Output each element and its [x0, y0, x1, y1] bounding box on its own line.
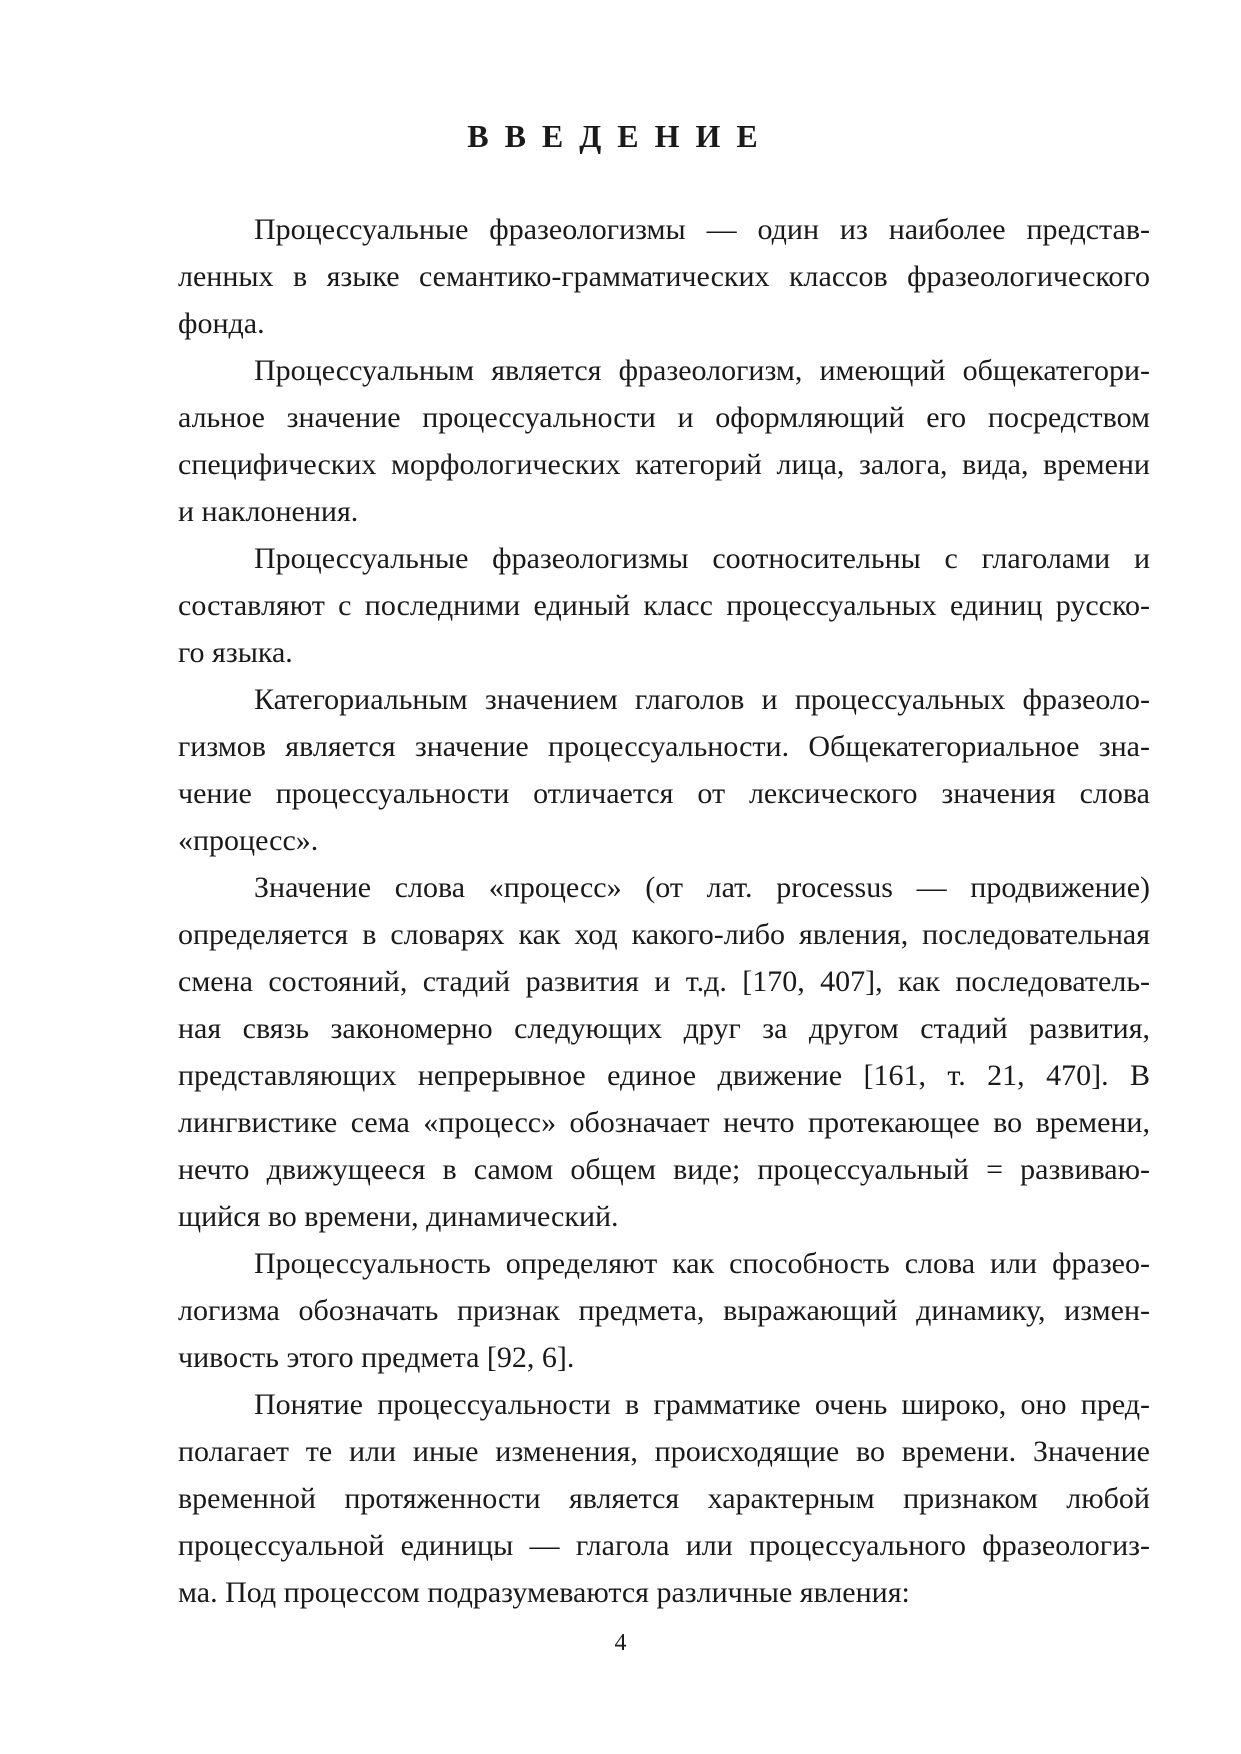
paragraph [178, 1381, 1150, 1616]
text-line: Категориальным значением глаголов и процессуальных фразеоло- [254, 683, 1150, 716]
text-line: гизмов является значение процессуальности. Общекатегориальное зна- [178, 730, 1150, 763]
text-line: процессуальной единицы — глагола или процессуального фразеологиз- [178, 1529, 1150, 1562]
page-number: 4 [614, 1630, 627, 1656]
text-line: Процессуальность определяют как способность слова или фразео- [254, 1247, 1150, 1280]
text-line: ная связь закономерно следующих друг за другом стадий развития, [178, 1012, 1150, 1045]
paragraph [178, 676, 1150, 864]
paragraph [178, 206, 1150, 347]
paragraph [178, 1240, 1150, 1381]
text-line: смена состояний, стадий развития и т.д. [170, 407], как последователь- [178, 965, 1150, 998]
paragraph [178, 864, 1150, 1240]
page-title: ВВЕДЕНИЕ [467, 118, 774, 154]
text-line: чивость этого предмета [92, 6]. [178, 1341, 575, 1374]
text-line: специфических морфологических категорий лица, залога, вида, времени [178, 448, 1150, 481]
text-line: ленных в языке семантико-грамматических классов фразеологического [178, 260, 1150, 293]
text-line: чение процессуальности отличается от лексического значения слова [178, 777, 1150, 810]
text-line: лингвистике сема «процесс» обозначает нечто протекающее во времени, [178, 1106, 1150, 1139]
text-line: фонда. [178, 307, 265, 340]
text-line: «процесс». [178, 824, 319, 857]
text-line: логизма обозначать признак предмета, выражающий динамику, измен- [178, 1294, 1150, 1327]
text-line: ма. Под процессом подразумеваются различные явления: [178, 1576, 910, 1609]
text-line: Процессуальные фразеологизмы соотносительны с глаголами и [254, 542, 1150, 575]
text-line: го языка. [178, 636, 293, 669]
text-line: альное значение процессуальности и оформляющий его посредством [178, 401, 1150, 434]
text-line: нечто движущееся в самом общем виде; процессуальный = развиваю- [178, 1153, 1150, 1186]
text-line: Процессуальные фразеологизмы — один из наиболее представ- [254, 213, 1150, 246]
body-text [178, 206, 1150, 1616]
text-line: составляют с последними единый класс процессуальных единиц русско- [178, 589, 1150, 622]
text-line: и наклонения. [178, 495, 359, 528]
paragraph [178, 347, 1150, 535]
text-line: Понятие процессуальности в грамматике очень широко, оно пред- [254, 1388, 1150, 1421]
text-line: представляющих непрерывное единое движение [161, т. 21, 470]. В [178, 1059, 1150, 1092]
text-line: определяется в словарях как ход какого-либо явления, последовательная [178, 918, 1150, 951]
text-line: Значение слова «процесс» (от лат. processus — продвижение) [254, 871, 1150, 904]
text-line: щийся во времени, динамический. [178, 1200, 619, 1233]
text-line: полагает те или иные изменения, происходящие во времени. Значение [178, 1435, 1150, 1468]
text-line: Процессуальным является фразеологизм, имеющий общекатегори- [254, 354, 1150, 387]
paragraph [178, 535, 1150, 676]
text-line: временной протяженности является характерным признаком любой [178, 1482, 1150, 1515]
